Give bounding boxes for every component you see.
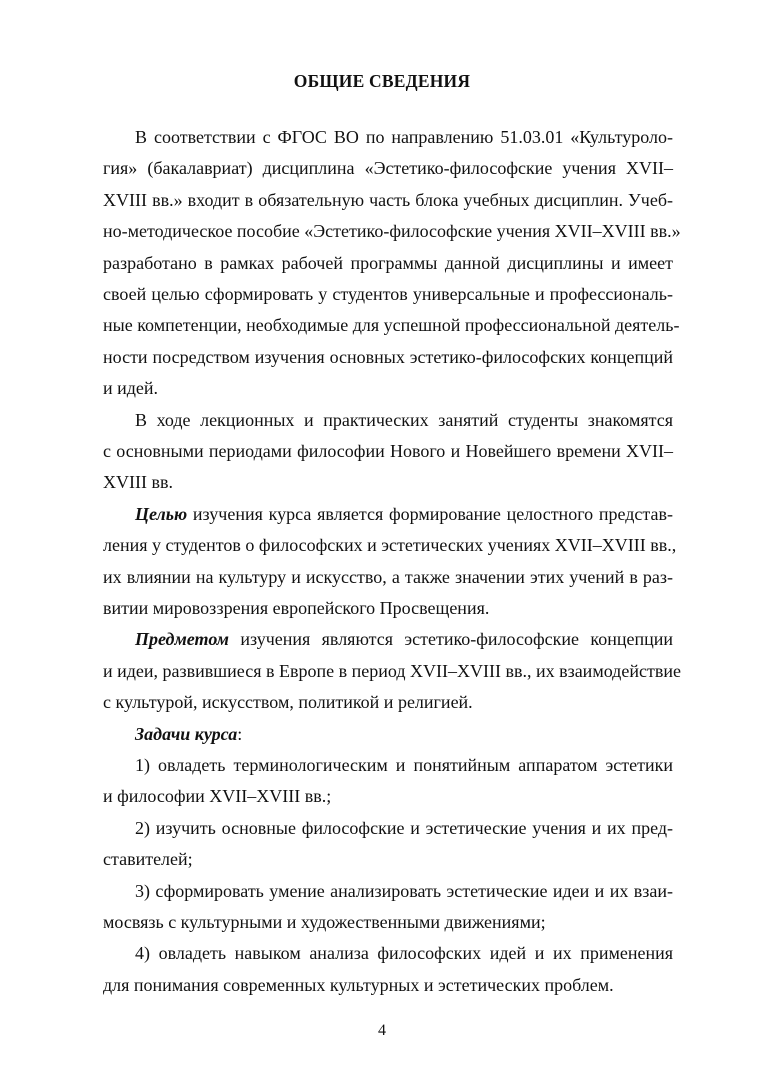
task-1-line-1: 1) овладеть терминологическим и понятийным аппаратом эстетики bbox=[135, 755, 673, 775]
tasks-heading-label: Задачи курса bbox=[135, 723, 238, 744]
p3-line-3: их влиянии на культуру и искусство, а также значении этих учений в раз- bbox=[103, 566, 673, 587]
p4-first-rest: изучения являются эстетико-философские концепции bbox=[228, 629, 673, 650]
p1-line-6: своей целью сформировать у студентов универсальные и профессиональ- bbox=[103, 284, 673, 304]
p1-line-3: XVIII вв.» входит в обязательную часть блока учебных дисциплин. Учеб- bbox=[103, 189, 673, 210]
goal-label: Целью bbox=[135, 503, 188, 524]
p1-line-8: ности посредством изучения основных эстетико-философских концепций bbox=[103, 346, 673, 367]
p4-line-2: и идеи, развившиеся в Европе в период XVII–XVIII вв., их взаимодействие bbox=[103, 660, 681, 681]
p1-line-5: разработано в рамках рабочей программы данной дисциплины и имеет bbox=[103, 252, 673, 273]
tasks-heading bbox=[135, 723, 673, 745]
p1-line-4: но-методическое пособие «Эстетико-философские учения XVII–XVIII вв.» bbox=[103, 221, 681, 242]
p1-line-1: В соответствии с ФГОС ВО по направлению 51.03.01 «Культуроло- bbox=[135, 127, 673, 147]
tasks-heading-colon: : bbox=[237, 723, 243, 744]
task-3-line-1: 3) сформировать умение анализировать эстетические идеи и их взаи- bbox=[135, 880, 673, 901]
subject-label: Предметом bbox=[135, 629, 229, 650]
p2-line-3: XVIII вв. bbox=[103, 472, 173, 493]
task-3-line-2: мосвязь с культурными и художественными движениями; bbox=[103, 912, 546, 932]
p3-line-4: витии мировоззрения европейского Просвещения. bbox=[103, 598, 490, 618]
p3-line-1 bbox=[135, 503, 673, 525]
task-2-line-2: ставителей; bbox=[103, 849, 193, 870]
p3-line-2: ления у студентов о философских и эстетических учениях XVII–XVIII вв., bbox=[103, 535, 677, 556]
task-1-line-2: и философии XVII–XVIII вв.; bbox=[103, 786, 332, 807]
task-2-line-1: 2) изучить основные философские и эстетические учения и их пред- bbox=[135, 817, 673, 838]
p3-first-rest: изучения курса является формирование целостного представ- bbox=[187, 503, 673, 524]
task-4-line-2: для понимания современных культурных и эстетических проблем. bbox=[103, 974, 614, 995]
p4-line-3: с культурой, искусством, политикой и религией. bbox=[103, 692, 473, 713]
page-number: 4 bbox=[378, 1022, 386, 1039]
page-title: ОБЩИЕ СВЕДЕНИЯ bbox=[293, 71, 471, 91]
task-4-line-1: 4) овладеть навыком анализа философских идей и их применения bbox=[135, 943, 673, 964]
p1-line-9: и идей. bbox=[103, 378, 159, 399]
p1-line-2: гия» (бакалавриат) дисциплина «Эстетико-философские учения XVII– bbox=[103, 158, 673, 179]
p2-line-2: с основными периодами философии Нового и Новейшего времени XVII– bbox=[103, 441, 673, 461]
p1-line-7: ные компетенции, необходимые для успешной профессиональной деятель- bbox=[103, 315, 680, 336]
p2-line-1: В ходе лекционных и практических занятий студенты знакомятся bbox=[135, 409, 673, 430]
p4-line-1 bbox=[135, 628, 673, 650]
